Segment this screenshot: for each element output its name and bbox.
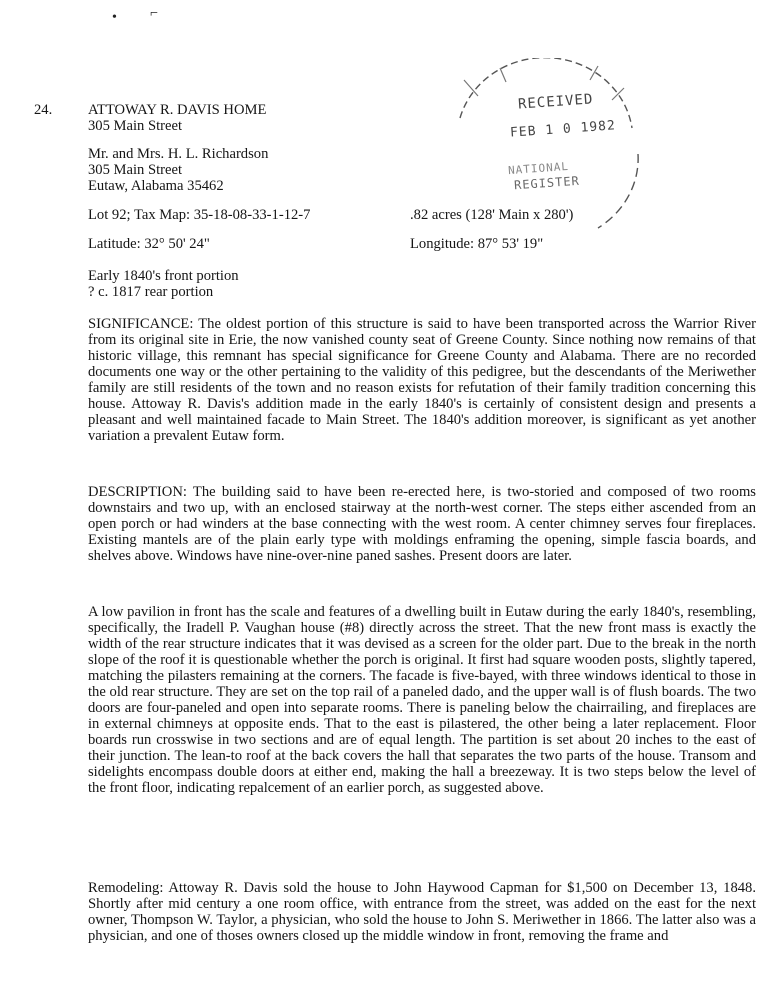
stamp-national: NATIONAL [507,159,570,178]
paragraph-pavilion: A low pavilion in front has the scale and features of a dwelling built in Eutaw during the early 1840's, resembling, specifically, the Iradell P. Vaughan house (#8) directly across the street. That the new front mass is exactly the width of the rear structure indicates that it was devised as a screen for the older part. Due to the break in the north slope of the roof it is questionable whether the porch is original. It first had square wooden posts, slightly tapered, matching the pilasters remaining at the corners. The facade is five-bayed, with three windows identical to those in the old rear structure. They are set on the top rail of a paneled dado, and the upper wall is of flush boards. The two doors are four-paneled and open into separate rooms. There is paneling below the chairrailing, and fireplaces are in external chimneys at opposite ends. That to the east is pilastered, the other being a later replacement. Floor boards run crosswise in two sections and are of equal length. The partition is set about 20 inches to the east of their junction. The lean-to roof at the back covers the hall that separates the two parts of the house. Transom and sidelights encompass double doors at either end, making the hall a breezeway. It is two steps below the level of the front floor, indicating repalcement of an earlier porch, as suggested above. [88,604,756,796]
property-title: ATTOWAY R. DAVIS HOME [88,102,267,118]
date-rear-portion: ? c. 1817 rear portion [88,284,214,300]
stamp-received: RECEIVED [517,91,594,113]
lot-tax-map: Lot 92; Tax Map: 35-18-08-33-1-12-7 [88,207,311,223]
latitude: Latitude: 32° 50' 24" [88,236,210,252]
scan-speck: • [112,10,117,25]
owner-city: Eutaw, Alabama 35462 [88,178,224,194]
property-address: 305 Main Street [88,118,183,134]
entry-number: 24. [34,102,53,118]
stamp-date: FEB 1 0 1982 [509,118,617,141]
lot-acreage: .82 acres (128' Main x 280') [410,207,574,223]
paragraph-remodeling: Remodeling: Attoway R. Davis sold the house to John Haywood Capman for $1,500 on December 13, 1848. Shortly after mid century a one room office, with entrance from the street, was added on the east for the next owner, Thompson W. Taylor, a physician, who sold the house to John S. Meriwether in 1866. The latter also was a physician, and one of thoses owners closed up the middle window in front, removing the frame and [88,880,756,944]
stamp-register: REGISTER [513,173,581,193]
paragraph-description: DESCRIPTION: The building said to have been re-erected here, is two-storied and composed of two rooms downstairs and two up, with an enclosed stairway at the north-west corner. The steps either ascended from an open porch or had winders at the base connecting with the west room. A center chimney serves four fireplaces. Existing mantels are of the plain early type with moldings enframing the opening, simple fascia boards, and shelves above. Windows have nine-over-nine paned sashes. Present doors are later. [88,484,756,564]
owner-street: 305 Main Street [88,162,183,178]
date-front-portion: Early 1840's front portion [88,268,239,284]
paragraph-significance: SIGNIFICANCE: The oldest portion of this structure is said to have been transported across the Warrior River from its original site in Erie, the now vanished county seat of Greene County. Since nothing now remains of that historic village, this remnant has special significance for Greene County and Alabama. There are no recorded documents one way or the other pertaining to the validity of this pedigree, but the descendants of the Meriwether family are still residents of the town and no reason exists for refutation of their family tradition concerning this house. Attoway R. Davis's addition made in the early 1840's is certainly of consistent design and presents a pleasant and well maintained facade to Main Street. The 1840's addition moreover, is significant as yet another variation a prevalent Eutaw form. [88,316,756,444]
owner-name: Mr. and Mrs. H. L. Richardson [88,146,269,162]
stamp-circle-icon [448,58,644,240]
received-stamp [448,58,644,240]
scan-mark: ⌐ [150,6,158,21]
longitude: Longitude: 87° 53' 19" [410,236,544,252]
